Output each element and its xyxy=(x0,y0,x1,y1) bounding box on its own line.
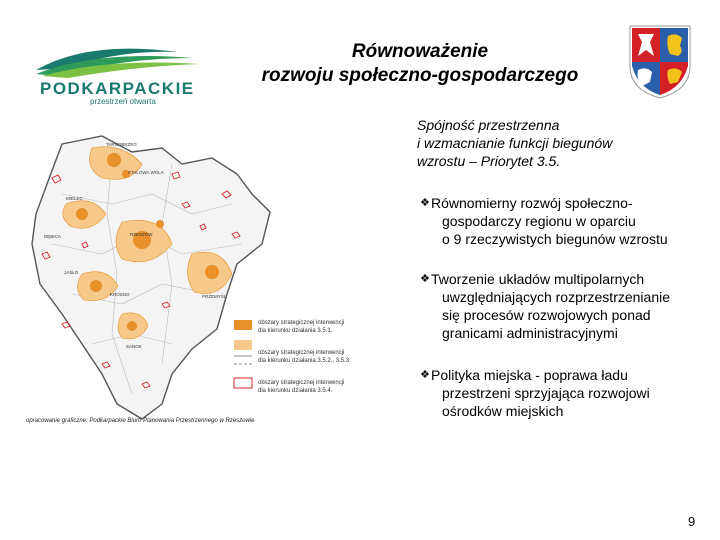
bullet-3-line-1: Polityka miejska - poprawa ładu xyxy=(431,367,628,383)
map-credit: opracowanie graficzne: Podkarpackie Biuro Planowania Przestrzennego w Rzeszowie xyxy=(26,418,255,424)
bullet-item xyxy=(420,366,710,420)
title-line-1: Równoważenie xyxy=(351,41,489,62)
diamond-clover-icon: ❖ xyxy=(420,273,430,285)
page-number: 9 xyxy=(688,514,696,529)
map-label-rzeszow: RZESZÓW xyxy=(130,232,153,237)
bullet-item xyxy=(420,270,710,342)
logo-name: PODKARPACKIE xyxy=(40,79,195,98)
map-legend xyxy=(234,320,351,394)
logo-tagline: przestrzeń otwarta xyxy=(90,97,156,106)
diamond-clover-icon: ❖ xyxy=(420,197,430,209)
map-label-mielec: MIELEC xyxy=(66,196,83,201)
region-map xyxy=(22,134,392,434)
bullet-3-line-2: przestrzeni sprzyjająca rozwojowi xyxy=(442,385,650,401)
bullet-2-line-1: Tworzenie układów multipolarnych xyxy=(431,271,645,287)
legend-swatch-351 xyxy=(234,320,252,330)
coat-of-arms-icon xyxy=(626,22,694,100)
bullet-1-line-2: gospodarczy regionu w oparciu xyxy=(442,213,636,229)
priority-heading-line-1: Spójność przestrzenna xyxy=(417,117,560,133)
map-label-przemysl: PRZEMYŚL xyxy=(202,294,227,299)
legend-1-line-1: obszary strategicznej interwencji xyxy=(258,320,345,326)
bullet-2-line-3: się procesów rozwojowych ponad xyxy=(442,307,651,323)
bullet-1-line-1: Równomierny rozwój społeczno- xyxy=(431,195,633,211)
bullet-3-line-3: ośrodków miejskich xyxy=(442,403,564,419)
legend-swatch-352 xyxy=(234,340,252,350)
bullet-2-line-4: granicami administracyjnymi xyxy=(442,325,618,341)
map-label-krosno: KROSNO xyxy=(110,292,130,297)
logo-swoosh-icon xyxy=(28,44,208,106)
legend-3-line-2: dla kierunku działania 3.5.4. xyxy=(258,388,333,394)
map-label-debica: DĘBICA xyxy=(44,234,61,239)
legend-2-line-2: dla kierunku działania 3.5.2., 3.5.3. xyxy=(258,358,351,364)
bullet-1-line-3: o 9 rzeczywistych biegunów wzrostu xyxy=(442,231,668,247)
bullet-item xyxy=(420,194,710,248)
bullet-2-line-2: uwzględniających rozprzestrzenianie xyxy=(442,289,671,305)
podkarpackie-logo xyxy=(28,44,208,106)
legend-3-line-1: obszary strategicznej interwencji xyxy=(258,380,345,386)
legend-1-line-2: dla kierunku działania 3.5.1. xyxy=(258,328,333,334)
slide-title xyxy=(200,40,640,88)
map-label-tarnobrzeg: TARNOBRZEG xyxy=(106,142,137,147)
priority-heading-line-2: i wzmacnianie funkcji biegunów xyxy=(417,135,613,151)
map-label-stalowa-wola: STALOWA WOLA xyxy=(128,170,164,175)
diamond-clover-icon: ❖ xyxy=(420,369,430,381)
map-label-sanok: SANOK xyxy=(126,344,142,349)
podkarpackie-map-graphic xyxy=(22,134,392,434)
legend-swatch-354 xyxy=(234,378,252,388)
map-label-jaslo: JASŁO xyxy=(64,270,79,275)
title-line-2: rozwoju społeczno-gospodarczego xyxy=(261,65,579,86)
priority-heading xyxy=(417,116,707,170)
legend-2-line-1: obszary strategicznej interwencji xyxy=(258,350,345,356)
priority-heading-line-3: wzrostu – Priorytet 3.5. xyxy=(417,153,561,169)
